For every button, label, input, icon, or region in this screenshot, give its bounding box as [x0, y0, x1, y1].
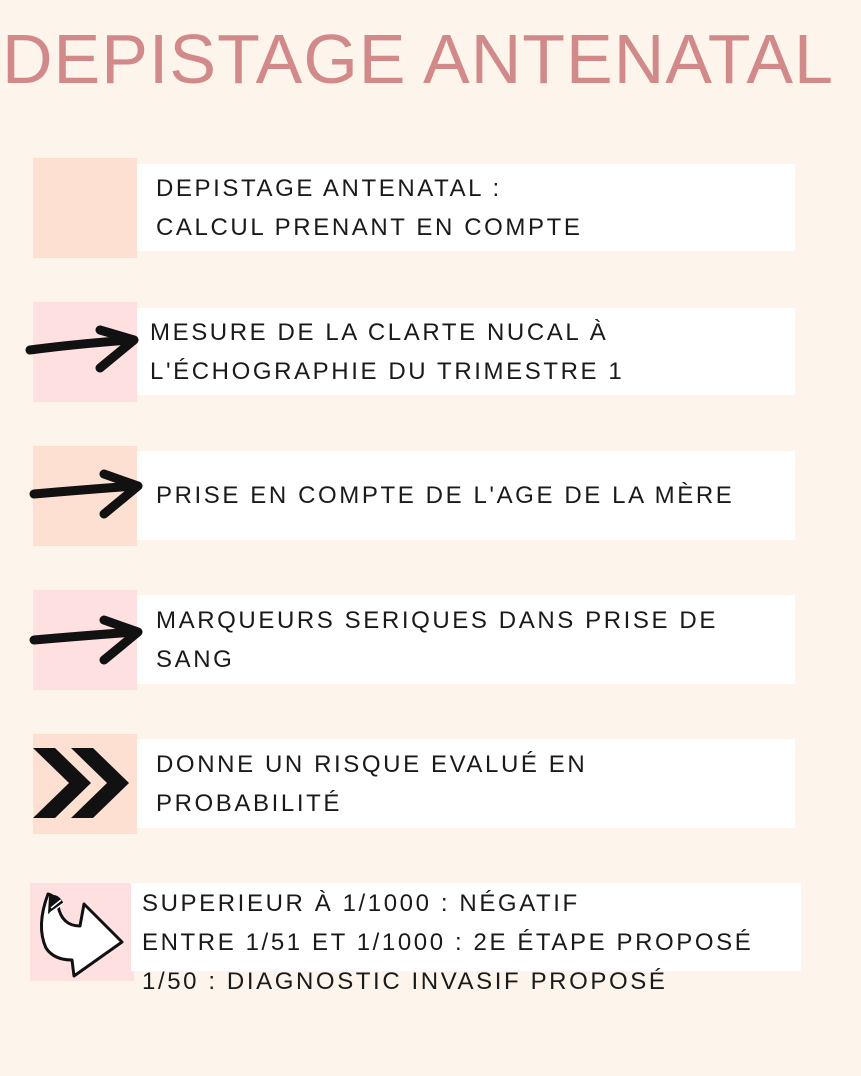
step-1-line-1: DEPISTAGE ANTENATAL : — [156, 174, 502, 202]
step-6-line-2: ENTRE 1/51 ET 1/1000 : 2E ÉTAPE PROPOSÉ — [142, 929, 754, 956]
step-4-line-2: SANG — [156, 645, 235, 673]
arrow-right-icon — [30, 466, 146, 526]
step-4-box — [137, 595, 795, 684]
step-2-box — [137, 308, 795, 395]
step-5-box — [137, 739, 795, 828]
step-3-box — [137, 451, 795, 540]
double-chevron-right-icon — [33, 748, 133, 818]
arrow-right-icon — [30, 612, 146, 672]
step-5-line-1: DONNE UN RISQUE EVALUÉ EN — [156, 750, 588, 778]
curved-arrow-icon — [38, 886, 128, 982]
page-title: DEPISTAGE ANTENATAL — [2, 20, 834, 98]
step-1-line-2: CALCUL PRENANT EN COMPTE — [156, 213, 583, 241]
step-6-line-1: SUPERIEUR À 1/1000 : NÉGATIF — [142, 890, 580, 917]
step-6-text — [142, 884, 753, 1001]
step-6-line-3: 1/50 : DIAGNOSTIC INVASIF PROPOSÉ — [142, 968, 668, 995]
step-1-box — [137, 164, 795, 251]
step-2-line-1: MESURE DE LA CLARTE NUCAL À — [150, 318, 609, 346]
step-3-line-1: PRISE EN COMPTE DE L'AGE DE LA MÈRE — [156, 482, 735, 509]
step-4-line-1: MARQUEURS SERIQUES DANS PRISE DE — [156, 606, 718, 634]
step-1-tile — [33, 158, 137, 258]
step-2-line-2: L'ÉCHOGRAPHIE DU TRIMESTRE 1 — [150, 357, 625, 385]
arrow-right-icon — [26, 322, 142, 382]
step-5-line-2: PROBABILITÉ — [156, 789, 342, 817]
